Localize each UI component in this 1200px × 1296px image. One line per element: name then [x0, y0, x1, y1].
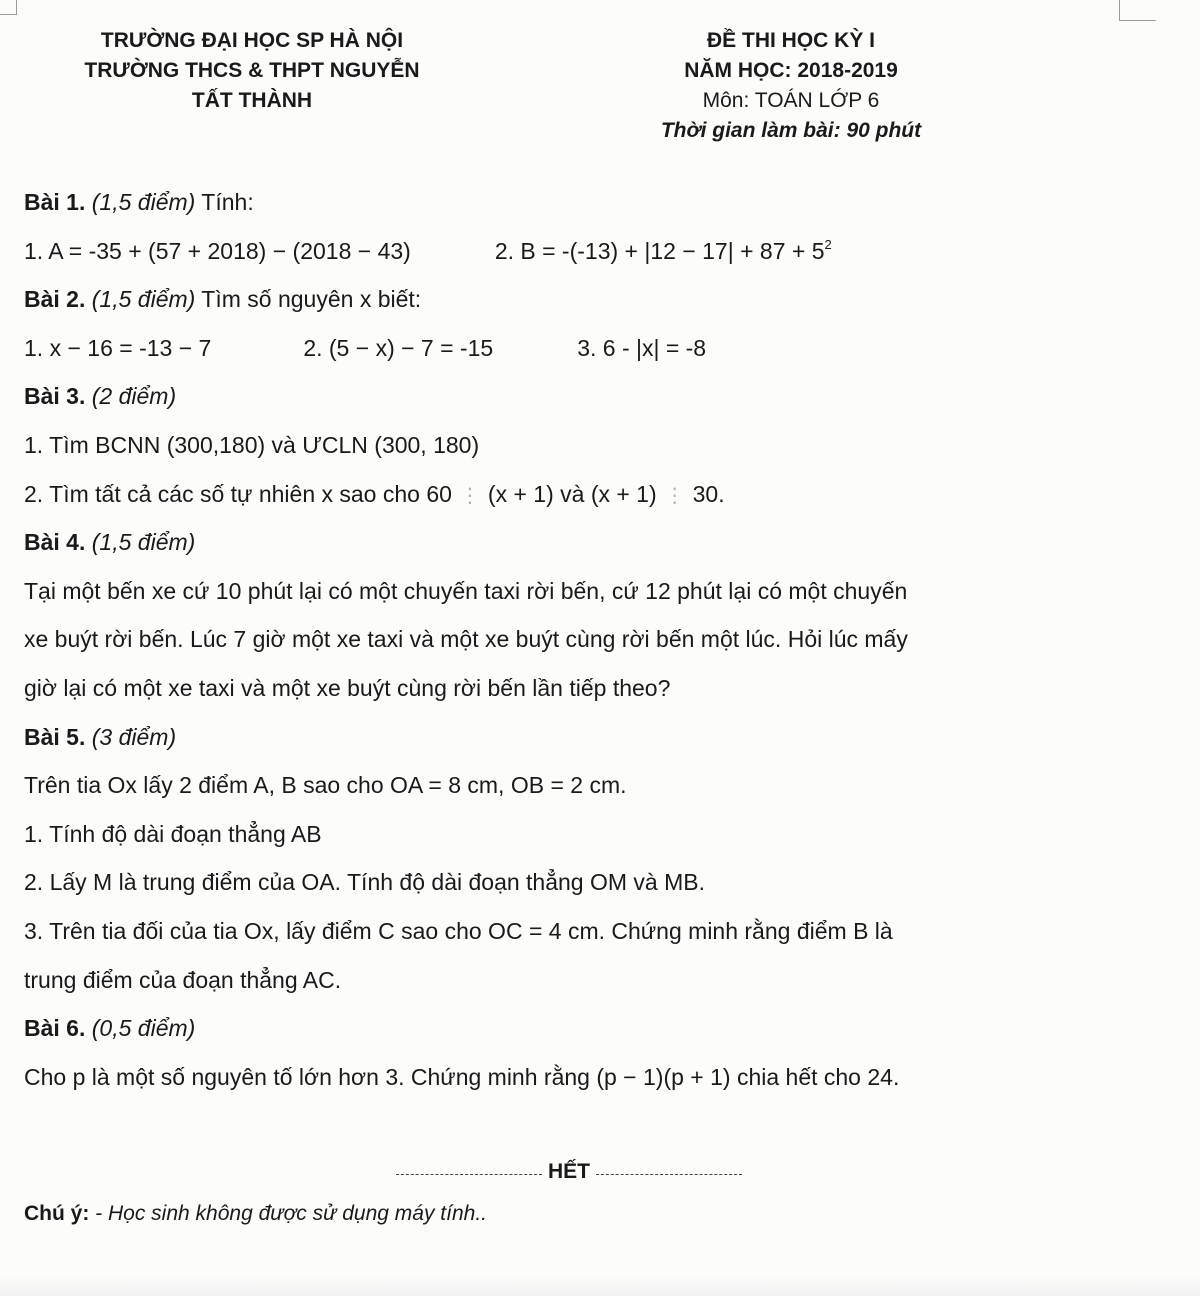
school-line-2: TRƯỜNG THCS & THPT NGUYỄN — [84, 59, 420, 82]
bai1-questions — [24, 227, 1164, 276]
bai1-question-2-exponent: 2 — [824, 236, 832, 252]
bai6-label: Bài 6. — [24, 1015, 86, 1042]
divides-symbol: ⋮ — [459, 484, 480, 507]
exam-info-block — [596, 26, 986, 146]
end-marker — [396, 1160, 742, 1184]
bai2-question-1: 1. x − 16 = -13 − 7 — [24, 334, 212, 361]
bai3-label: Bài 3. — [24, 383, 86, 410]
bai5-question-3-line-2: trung điểm của đoạn thẳng AC. — [24, 966, 342, 993]
bai1-heading — [24, 178, 1164, 227]
exam-header — [0, 26, 1200, 156]
bai5-intro: Trên tia Ox lấy 2 điểm A, B sao cho OA = 8 cm, OB = 2 cm. — [24, 772, 627, 799]
bai4-heading — [24, 518, 1164, 567]
bai5-heading — [24, 713, 1164, 762]
end-label: HẾT — [548, 1160, 590, 1183]
bai6-points: (0,5 điểm) — [91, 1015, 196, 1042]
bai4-line-2: xe buýt rời bến. Lúc 7 giờ một xe taxi và một xe buýt cùng rời bến một lúc. Hỏi lúc mấy — [24, 626, 908, 653]
bai2-instruction: Tìm số nguyên x biết: — [201, 286, 422, 313]
bai5-question-1: 1. Tính độ dài đoạn thẳng AB — [24, 820, 322, 847]
end-divider-right — [596, 1174, 742, 1175]
note-label: Chú ý: — [24, 1202, 90, 1225]
bai5-points: (3 điểm) — [91, 723, 177, 750]
bai3-question-2-part-b: (x + 1) và (x + 1) — [487, 480, 657, 507]
bai1-label: Bài 1. — [24, 189, 86, 215]
bai1-question-2-main: 2. B = -(-13) + |12 − 17| + 87 + 5 — [494, 237, 825, 264]
page-corner-mark-left — [0, 0, 17, 15]
bai4-line-3: giờ lại có một xe taxi và một xe buýt cùng rời bến lần tiếp theo? — [24, 674, 671, 701]
bai4-line-1: Tại một bến xe cứ 10 phút lại có một chuyến taxi rời bến, cứ 12 phút lại có một chuyến — [24, 577, 908, 604]
note-text: - Học sinh không được sử dụng máy tính.. — [89, 1202, 487, 1225]
bai2-heading — [24, 275, 1164, 324]
end-divider-left — [396, 1174, 542, 1175]
school-name-block — [42, 26, 462, 116]
bai5-question-3-line-1: 3. Trên tia đối của tia Ox, lấy điểm C sao cho OC = 4 cm. Chứng minh rằng điểm B là — [24, 917, 893, 944]
bai3-question-2 — [24, 470, 1164, 519]
bai5-question-2: 2. Lấy M là trung điểm của OA. Tính độ dài đoạn thẳng OM và MB. — [24, 869, 705, 896]
bai4-points: (1,5 điểm) — [91, 529, 196, 556]
bai2-question-3: 3. 6 - |x| = -8 — [577, 334, 707, 361]
bai2-question-2: 2. (5 − x) − 7 = -15 — [303, 334, 494, 361]
bai6-heading — [24, 1004, 1164, 1053]
bai6-text: Cho p là một số nguyên tố lớn hơn 3. Chứng minh rằng (p − 1)(p + 1) chia hết cho 24. — [24, 1063, 900, 1090]
exam-subject: Môn: TOÁN LỚP 6 — [702, 89, 880, 112]
bai5-label: Bài 5. — [24, 723, 86, 750]
bai3-heading — [24, 372, 1164, 421]
bai3-question-2-part-c: 30. — [692, 480, 725, 507]
bai4-label: Bài 4. — [24, 529, 86, 556]
bai1-question-2 — [495, 227, 832, 276]
school-line-1: TRƯỜNG ĐẠI HỌC SP HÀ NỘI — [100, 29, 404, 52]
bai1-instruction: Tính: — [201, 189, 254, 215]
bai1-points: (1,5 điểm) — [91, 189, 196, 215]
bottom-shadow — [0, 1276, 1200, 1296]
bai3-question-2-part-a: 2. Tìm tất cả các số tự nhiên x sao cho 60 — [24, 480, 452, 507]
bai3-points: (2 điểm) — [91, 383, 177, 410]
bai2-points: (1,5 điểm) — [91, 286, 196, 313]
bai2-questions — [24, 324, 1164, 373]
divides-symbol: ⋮ — [664, 484, 685, 507]
page-corner-mark-right — [1119, 0, 1156, 21]
exam-content — [24, 178, 1164, 1101]
school-year: NĂM HỌC: 2018-2019 — [684, 59, 898, 82]
exam-duration: Thời gian làm bài: 90 phút — [660, 119, 922, 142]
exam-title: ĐỀ THI HỌC KỲ I — [706, 29, 875, 52]
bai3-question-1: 1. Tìm BCNN (300,180) và ƯCLN (300, 180) — [24, 431, 480, 458]
bai2-label: Bài 2. — [24, 286, 86, 313]
exam-note — [24, 1202, 487, 1226]
bai1-question-1: 1. A = -35 + (57 + 2018) − (2018 − 43) — [24, 237, 411, 264]
school-line-3: TẤT THÀNH — [191, 89, 313, 112]
